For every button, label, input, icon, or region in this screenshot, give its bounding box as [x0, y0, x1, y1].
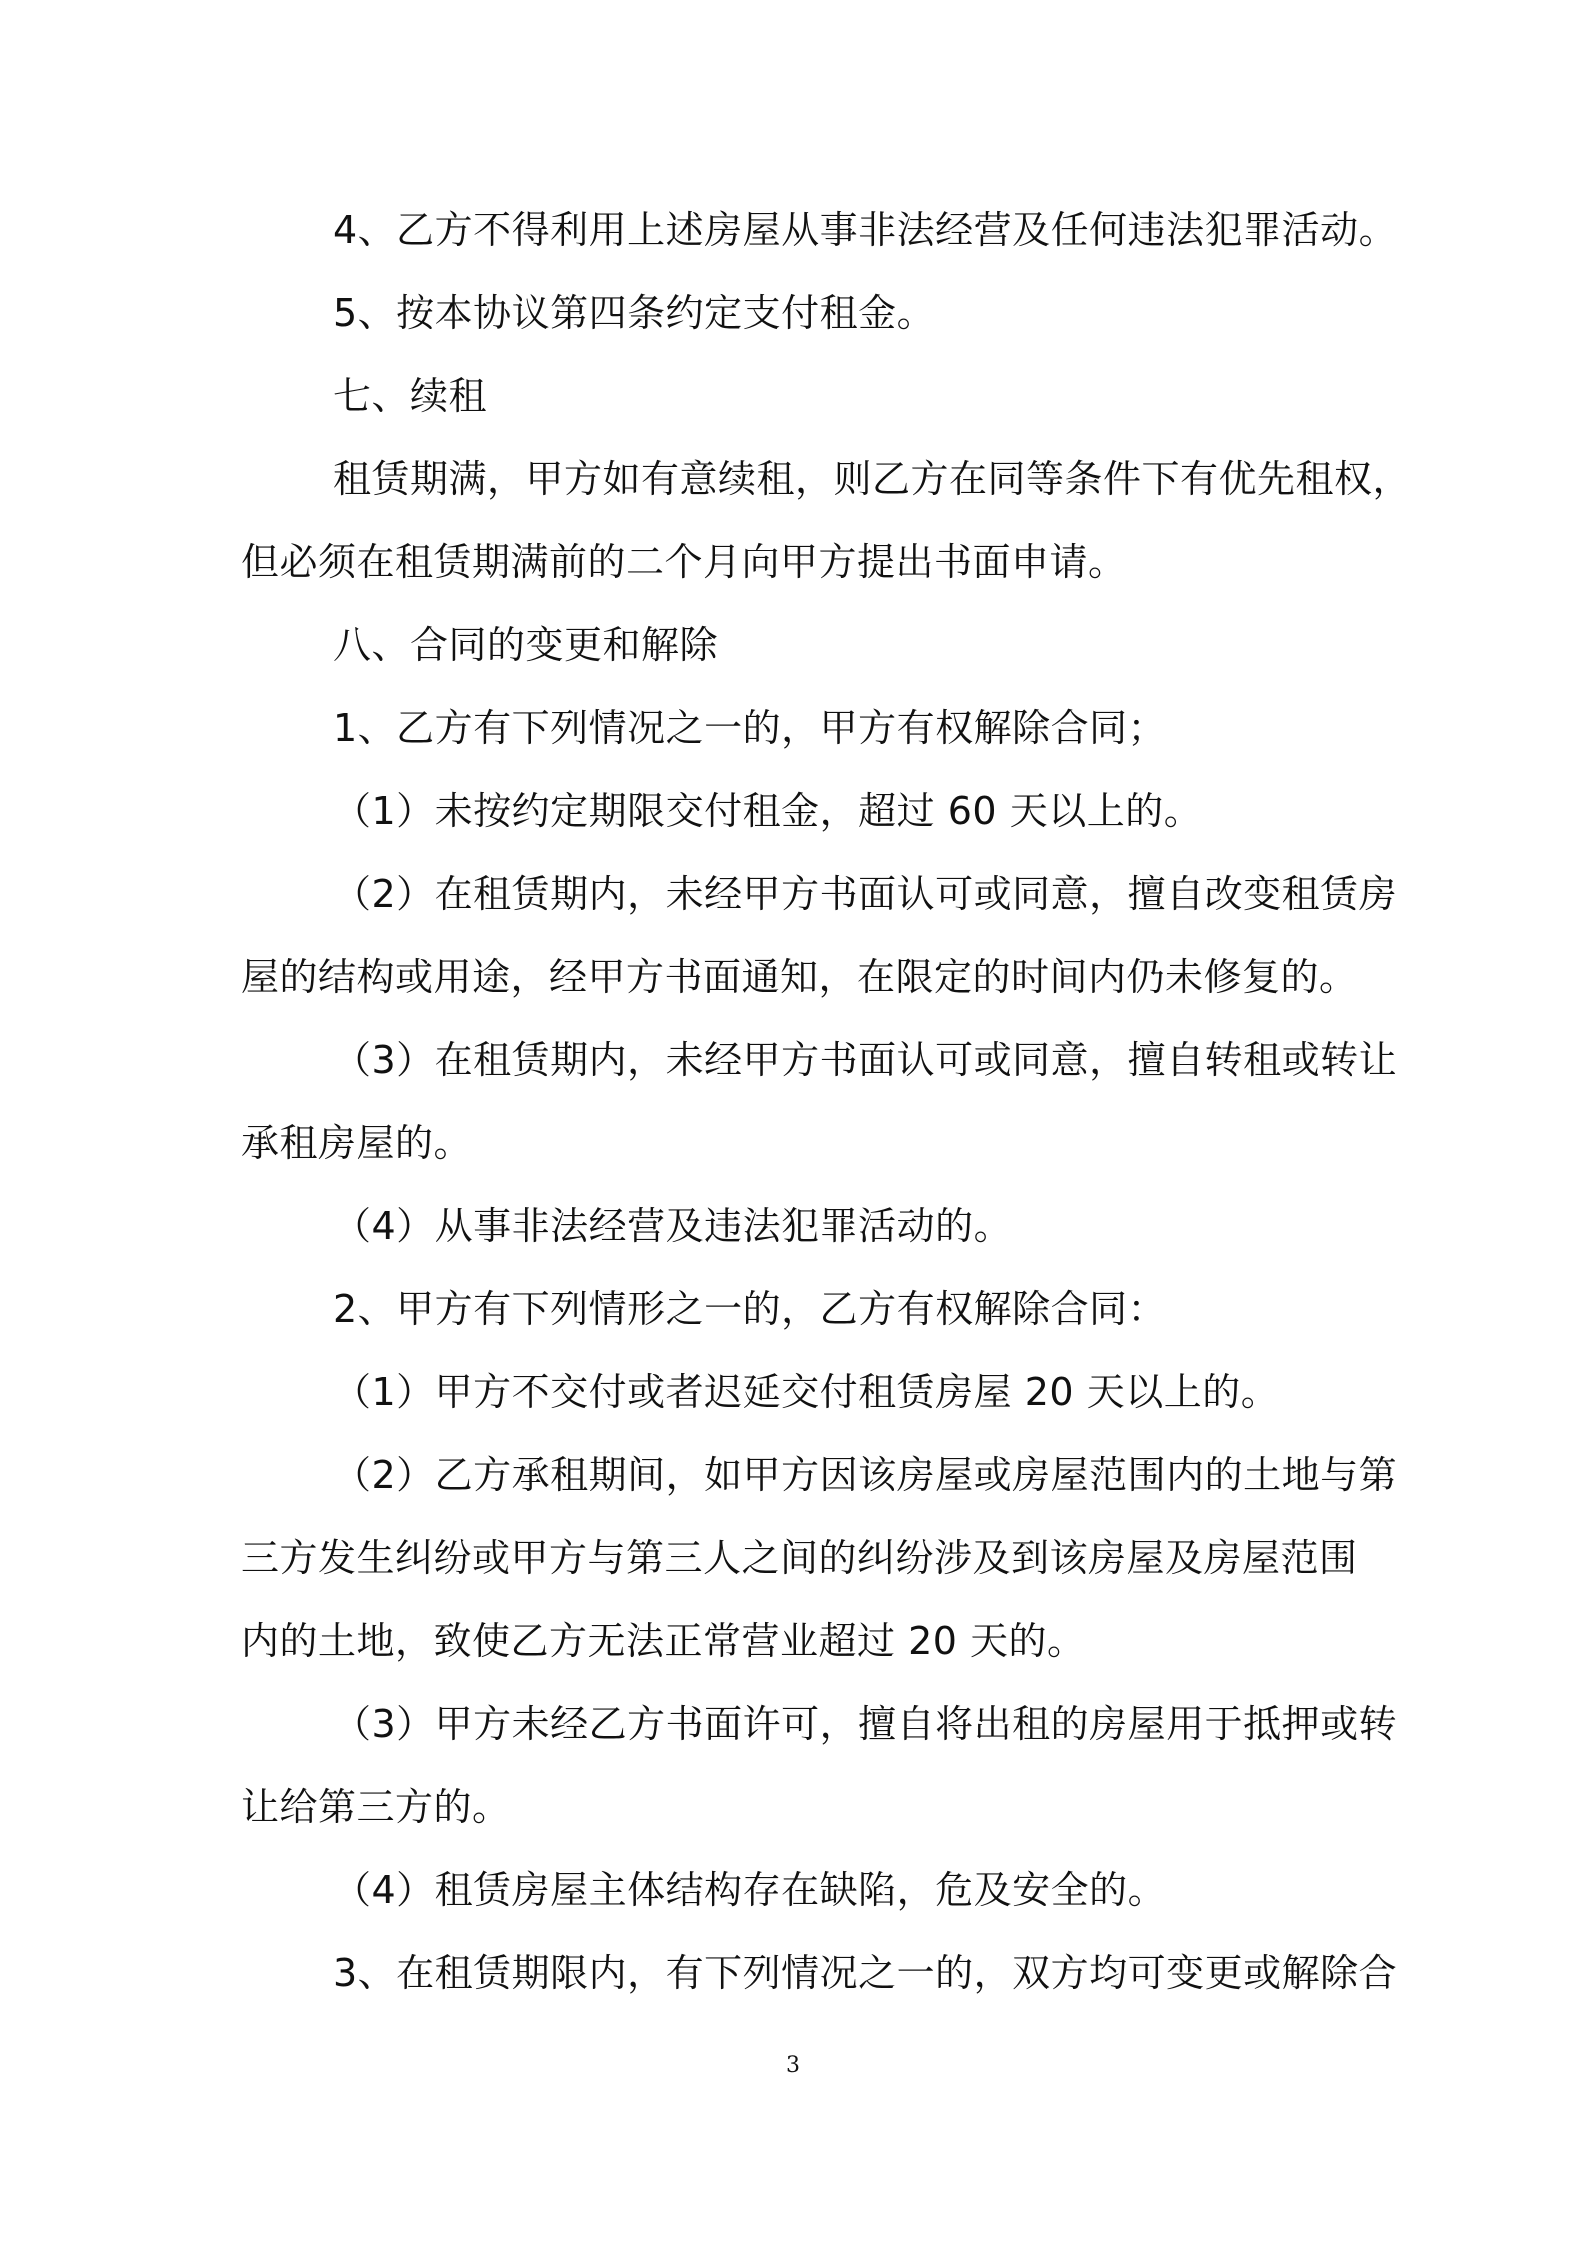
paragraph-line: 租赁期满，甲方如有意续租，则乙方在同等条件下有优先租权， — [333, 457, 1412, 501]
subclause-line: （1）甲方不交付或者迟延交付租赁房屋 20 天以上的。 — [333, 1370, 1280, 1414]
subclause-continuation: 让给第三方的。 — [241, 1785, 511, 1829]
subclause-continuation: 承租房屋的。 — [241, 1121, 473, 1165]
subclause-line: （3）在租赁期内，未经甲方书面认可或同意，擅自转租或转让 — [333, 1038, 1398, 1082]
subclause-continuation: 内的土地，致使乙方无法正常营业超过 20 天的。 — [241, 1619, 1086, 1663]
clause-line: 4、乙方不得利用上述房屋从事非法经营及任何违法犯罪活动。 — [333, 208, 1398, 252]
section-heading: 七、续租 — [333, 374, 488, 418]
subclause-continuation: 屋的结构或用途，经甲方书面通知，在限定的时间内仍未修复的。 — [241, 955, 1358, 999]
subclause-line: （3）甲方未经乙方书面许可，擅自将出租的房屋用于抵押或转 — [333, 1702, 1398, 1746]
subclause-line: （4）从事非法经营及违法犯罪活动的。 — [333, 1204, 1013, 1248]
subclause-continuation: 三方发生纠纷或甲方与第三人之间的纠纷涉及到该房屋及房屋范围 — [241, 1536, 1358, 1580]
page-number: 3 — [786, 2053, 800, 2078]
clause-line: 5、按本协议第四条约定支付租金。 — [333, 291, 936, 335]
clause-line: 1、乙方有下列情况之一的，甲方有权解除合同； — [333, 706, 1167, 750]
clause-line: 2、甲方有下列情形之一的，乙方有权解除合同： — [333, 1287, 1167, 1331]
subclause-line: （1）未按约定期限交付租金，超过 60 天以上的。 — [333, 789, 1203, 833]
clause-line: 3、在租赁期限内，有下列情况之一的，双方均可变更或解除合 — [333, 1951, 1398, 1995]
subclause-line: （4）租赁房屋主体结构存在缺陷，危及安全的。 — [333, 1868, 1167, 1912]
subclause-line: （2）在租赁期内，未经甲方书面认可或同意，擅自改变租赁房 — [333, 872, 1398, 916]
section-heading: 八、合同的变更和解除 — [333, 623, 719, 667]
paragraph-line: 但必须在租赁期满前的二个月向甲方提出书面申请。 — [241, 540, 1127, 584]
subclause-line: （2）乙方承租期间，如甲方因该房屋或房屋范围内的土地与第 — [333, 1453, 1398, 1497]
